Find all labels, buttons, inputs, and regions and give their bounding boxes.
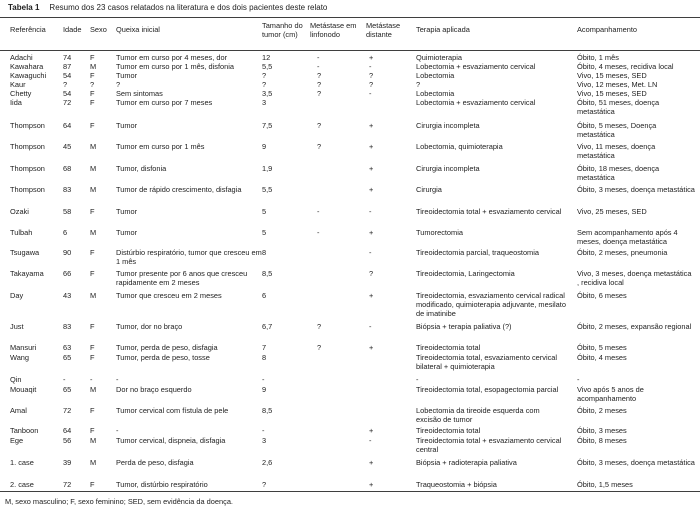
cell-sex: F	[90, 322, 95, 331]
column-header-therapy: Terapia aplicada	[416, 25, 470, 34]
cell-complaint: Tumor cervical com fístula de pele	[116, 406, 229, 415]
cell-complaint: -	[116, 375, 119, 384]
cell-follow: Vivo, 3 meses, doença metastática , recidiva local	[577, 269, 692, 287]
cell-therapy: Tireoidectomia total, esvaziamento cervical bilateral + quimioterapia	[416, 353, 558, 371]
cell-therapy: Tireoidectomia, Laringectomia	[416, 269, 515, 278]
cell-size: ?	[262, 71, 267, 80]
cell-lymph: ?	[317, 121, 322, 130]
cell-therapy: Biópsia + radioterapia paliativa	[416, 458, 517, 467]
cell-complaint: Tumor presente por 6 anos que cresceu rapidamente em 2 meses	[116, 269, 248, 287]
cell-distant: -	[369, 62, 372, 71]
cell-follow: Óbito, 1 mês	[577, 53, 619, 62]
cell-size: 5	[262, 228, 267, 237]
cell-size: 7	[262, 343, 267, 352]
cell-age: 72	[63, 406, 72, 415]
table-label: Tabela 1	[8, 3, 40, 12]
cell-ref: Thompson	[10, 121, 45, 130]
cell-size: 9	[262, 385, 267, 394]
cell-age: 74	[63, 53, 72, 62]
cell-therapy: Tireoidectomia parcial, traqueostomia	[416, 248, 539, 257]
cell-size: 5,5	[262, 62, 273, 71]
cell-size: 8,5	[262, 269, 273, 278]
cell-ref: Kaur	[10, 80, 26, 89]
cell-complaint: Tumor, perda de peso, disfagia	[116, 343, 218, 352]
cell-complaint: Tumor em curso por 7 meses	[116, 98, 213, 107]
cell-sex: F	[90, 53, 95, 62]
cell-distant: +	[369, 458, 374, 467]
cell-distant: +	[369, 121, 374, 130]
cell-distant: +	[369, 343, 374, 352]
cell-ref: Ege	[10, 436, 24, 445]
header-rule	[0, 50, 700, 51]
cell-ref: Just	[10, 322, 24, 331]
cell-distant: ?	[369, 269, 374, 278]
cell-sex: M	[90, 458, 97, 467]
cell-age: 63	[63, 343, 72, 352]
column-header-follow: Acompanhamento	[577, 25, 637, 34]
cell-distant: +	[369, 480, 374, 489]
cell-follow: Óbito, 5 meses, Doença metastática	[577, 121, 657, 139]
cell-follow: Óbito, 6 meses	[577, 291, 627, 300]
cell-ref: Iida	[10, 98, 22, 107]
cell-distant: -	[369, 436, 372, 445]
cell-age: 72	[63, 98, 72, 107]
cell-age: 64	[63, 121, 72, 130]
cell-complaint: Dor no braço esquerdo	[116, 385, 192, 394]
cell-ref: Thompson	[10, 185, 45, 194]
cell-therapy: Tireoidectomia total, esopagectomia parcial	[416, 385, 559, 394]
cell-follow: Óbito, 3 meses, doença metastática	[577, 458, 695, 467]
bottom-rule	[0, 491, 700, 492]
cell-therapy: Tireoidectomia total + esvaziamento cervical central	[416, 436, 562, 454]
cell-therapy: Cirurgia incompleta	[416, 121, 480, 130]
cell-complaint: Tumor em curso por 1 mês, disfonia	[116, 62, 235, 71]
cell-lymph: ?	[317, 89, 322, 98]
cell-follow: Óbito, 4 meses	[577, 353, 627, 362]
cell-complaint: Tumor, disfonia	[116, 164, 167, 173]
cell-size: 8,5	[262, 406, 273, 415]
cell-therapy: Tireoidectomia total	[416, 343, 481, 352]
cell-follow: Óbito, 5 meses	[577, 343, 627, 352]
cell-sex: F	[90, 353, 95, 362]
cell-size: -	[262, 375, 265, 384]
cell-age: 6	[63, 228, 68, 237]
cell-therapy: Lobectomia + esvaziamento cervical	[416, 62, 536, 71]
cell-size: 6,7	[262, 322, 273, 331]
cell-follow: Óbito, 2 meses	[577, 406, 627, 415]
table-caption-text: Resumo dos 23 casos relatados na literatura e dos dois pacientes deste relato	[49, 3, 328, 12]
cell-age: 83	[63, 322, 72, 331]
table-footnote: M, sexo masculino; F, sexo feminino; SED, sem evidência da doença.	[5, 497, 233, 506]
cell-sex: F	[90, 248, 95, 257]
cell-size: 3	[262, 436, 267, 445]
cell-ref: Thompson	[10, 142, 45, 151]
cell-size: 5,5	[262, 185, 273, 194]
cell-age: 54	[63, 71, 72, 80]
cell-follow: Vivo, 11 meses, doença metastática	[577, 142, 656, 160]
cell-sex: F	[90, 480, 95, 489]
top-rule	[0, 17, 700, 18]
cell-complaint: Distúrbio respiratório, tumor que cresceu em 1 mês	[116, 248, 262, 266]
cell-age: 56	[63, 436, 72, 445]
cell-therapy: Traqueostomia + biópsia	[416, 480, 497, 489]
cell-ref: Amal	[10, 406, 27, 415]
cell-therapy: Biópsia + terapia paliativa (?)	[416, 322, 512, 331]
cell-lymph: ?	[317, 343, 322, 352]
cell-size: ?	[262, 80, 267, 89]
cell-ref: Tsugawa	[10, 248, 40, 257]
cell-age: 87	[63, 62, 72, 71]
cell-complaint: Tumor em curso por 4 meses, dor	[116, 53, 228, 62]
cell-sex: M	[90, 164, 97, 173]
cell-therapy: Lobectomia	[416, 71, 455, 80]
cell-age: -	[63, 375, 66, 384]
cell-age: 72	[63, 480, 72, 489]
cell-ref: 2. case	[10, 480, 34, 489]
cell-therapy: Cirurgia incompleta	[416, 164, 480, 173]
column-header-complaint: Queixa inicial	[116, 25, 160, 34]
cell-therapy: Lobectomia, quimioterapia	[416, 142, 503, 151]
cell-complaint: Tumor	[116, 71, 138, 80]
cell-follow: Óbito, 18 meses, doença metastática	[577, 164, 660, 182]
cell-age: 66	[63, 269, 72, 278]
cell-ref: 1. case	[10, 458, 34, 467]
cell-complaint: Tumor	[116, 228, 138, 237]
cell-follow: Vivo, 25 meses, SED	[577, 207, 647, 216]
cell-age: 39	[63, 458, 72, 467]
cell-lymph: ?	[317, 322, 322, 331]
cell-size: 6	[262, 291, 267, 300]
column-header-lymph: Metástase em linfonodo	[310, 21, 357, 39]
cell-therapy: Quimioterapia	[416, 53, 463, 62]
cell-lymph: ?	[317, 71, 322, 80]
cell-age: 65	[63, 385, 72, 394]
cell-sex: F	[90, 121, 95, 130]
cell-ref: Wang	[10, 353, 30, 362]
cell-distant: -	[369, 89, 372, 98]
cell-ref: Kawahara	[10, 62, 44, 71]
cell-therapy: Lobectomia da tireoide esquerda com excisão de tumor	[416, 406, 540, 424]
cell-complaint: Perda de peso, disfagia	[116, 458, 194, 467]
cell-size: 2,6	[262, 458, 273, 467]
cell-complaint: Tumor em curso por 1 mês	[116, 142, 205, 151]
cell-sex: F	[90, 343, 95, 352]
cell-size: 8	[262, 353, 267, 362]
cell-sex: M	[90, 228, 97, 237]
cell-distant: +	[369, 142, 374, 151]
cell-size: 3	[262, 98, 267, 107]
cell-ref: Takayama	[10, 269, 44, 278]
cell-follow: Óbito, 2 meses, pneumonia	[577, 248, 668, 257]
cell-ref: Ozaki	[10, 207, 29, 216]
cell-therapy: Lobectomia	[416, 89, 455, 98]
cell-sex: M	[90, 185, 97, 194]
cell-follow: Sem acompanhamento após 4 meses, doença metastática	[577, 228, 678, 246]
cell-sex: F	[90, 98, 95, 107]
cell-size: 5	[262, 207, 267, 216]
column-header-size: Tamanho do tumor (cm)	[262, 21, 303, 39]
cell-therapy: Tireoidectomia total + esvaziamento cervical	[416, 207, 562, 216]
cell-lymph: ?	[317, 142, 322, 151]
cell-follow: Vivo, 12 meses, Met. LN	[577, 80, 658, 89]
cell-sex: ?	[90, 80, 95, 89]
cell-age: 68	[63, 164, 72, 173]
cell-lymph: -	[317, 207, 320, 216]
cell-ref: Day	[10, 291, 24, 300]
cell-sex: F	[90, 71, 95, 80]
cell-size: ?	[262, 480, 267, 489]
cell-complaint: Tumor	[116, 207, 138, 216]
cell-distant: +	[369, 228, 374, 237]
cell-distant: +	[369, 53, 374, 62]
column-header-age: Idade	[63, 25, 82, 34]
cell-age: 64	[63, 426, 72, 435]
cell-ref: Tanboon	[10, 426, 39, 435]
cell-lymph: -	[317, 53, 320, 62]
cell-sex: M	[90, 142, 97, 151]
cell-complaint: Tumor cervical, dispneia, disfagia	[116, 436, 226, 445]
cell-sex: M	[90, 62, 97, 71]
cell-follow: Óbito, 2 meses, expansão regional	[577, 322, 692, 331]
cell-complaint: Sem sintomas	[116, 89, 163, 98]
cell-follow: Óbito, 4 meses, recidiva local	[577, 62, 674, 71]
cell-distant: +	[369, 291, 374, 300]
table-caption	[8, 3, 327, 12]
cell-complaint: -	[116, 426, 119, 435]
cell-therapy: -	[416, 375, 419, 384]
cell-distant: -	[369, 322, 372, 331]
cell-ref: Mouaqit	[10, 385, 37, 394]
column-header-ref: Referência	[10, 25, 46, 34]
cell-distant: -	[369, 207, 372, 216]
cell-distant: ?	[369, 80, 374, 89]
cell-follow: -	[577, 375, 580, 384]
cell-size: 9	[262, 142, 267, 151]
cell-size: 7,5	[262, 121, 273, 130]
cell-ref: Adachi	[10, 53, 33, 62]
cell-age: 54	[63, 89, 72, 98]
cell-sex: F	[90, 426, 95, 435]
cell-follow: Óbito, 3 meses	[577, 426, 627, 435]
cell-ref: Kawaguchi	[10, 71, 47, 80]
cell-ref: Mansuri	[10, 343, 37, 352]
cell-age: 43	[63, 291, 72, 300]
cell-size: -	[262, 426, 265, 435]
cell-sex: F	[90, 269, 95, 278]
cell-therapy: Tireoidectomia total	[416, 426, 481, 435]
cell-sex: F	[90, 207, 95, 216]
column-header-sex: Sexo	[90, 25, 107, 34]
cell-age: 83	[63, 185, 72, 194]
cell-sex: F	[90, 406, 95, 415]
cell-therapy: Tireoidectomia, esvaziamento cervical radical modificado, quimioterapia adjuvante, mesilato de imatinibe	[416, 291, 566, 318]
cell-ref: Thompson	[10, 164, 45, 173]
cell-distant: +	[369, 426, 374, 435]
cell-distant: -	[369, 248, 372, 257]
cell-complaint: Tumor de rápido crescimento, disfagia	[116, 185, 242, 194]
cell-size: 1,9	[262, 164, 273, 173]
cell-size: 8	[262, 248, 267, 257]
cell-follow: Vivo, 15 meses, SED	[577, 89, 647, 98]
cell-distant: +	[369, 185, 374, 194]
cell-complaint: Tumor, dor no braço	[116, 322, 183, 331]
cell-sex: M	[90, 436, 97, 445]
column-header-distant: Metástase distante	[366, 21, 401, 39]
cell-distant: ?	[369, 71, 374, 80]
cell-age: ?	[63, 80, 68, 89]
cell-complaint: Tumor, perda de peso, tosse	[116, 353, 210, 362]
cell-ref: Qin	[10, 375, 22, 384]
cell-age: 58	[63, 207, 72, 216]
cell-lymph: -	[317, 228, 320, 237]
cell-sex: F	[90, 89, 95, 98]
cell-therapy: Lobectomia + esvaziamento cervical	[416, 98, 536, 107]
cell-size: 3,5	[262, 89, 273, 98]
cell-age: 65	[63, 353, 72, 362]
cell-ref: Chetty	[10, 89, 32, 98]
cell-complaint: Tumor que cresceu em 2 meses	[116, 291, 222, 300]
cell-follow: Óbito, 51 meses, doença metastática	[577, 98, 660, 116]
cell-sex: M	[90, 291, 97, 300]
cell-distant: +	[369, 164, 374, 173]
cell-complaint: ?	[116, 80, 121, 89]
cell-age: 90	[63, 248, 72, 257]
cell-complaint: Tumor, distúrbio respiratório	[116, 480, 208, 489]
cell-lymph: -	[317, 62, 320, 71]
cell-age: 45	[63, 142, 72, 151]
cell-therapy: Cirurgia	[416, 185, 442, 194]
cell-therapy: Tumorectomia	[416, 228, 463, 237]
cell-lymph: ?	[317, 80, 322, 89]
cell-complaint: Tumor	[116, 121, 138, 130]
cell-therapy: ?	[416, 80, 421, 89]
cell-follow: Vivo após 5 anos de acompanhamento	[577, 385, 644, 403]
cell-sex: M	[90, 385, 97, 394]
cell-sex: -	[90, 375, 93, 384]
cell-ref: Tulbah	[10, 228, 33, 237]
cell-follow: Óbito, 3 meses, doença metastática	[577, 185, 695, 194]
cell-follow: Vivo, 15 meses, SED	[577, 71, 647, 80]
cell-follow: Óbito, 8 meses	[577, 436, 627, 445]
cell-size: 12	[262, 53, 271, 62]
cell-follow: Óbito, 1,5 meses	[577, 480, 633, 489]
